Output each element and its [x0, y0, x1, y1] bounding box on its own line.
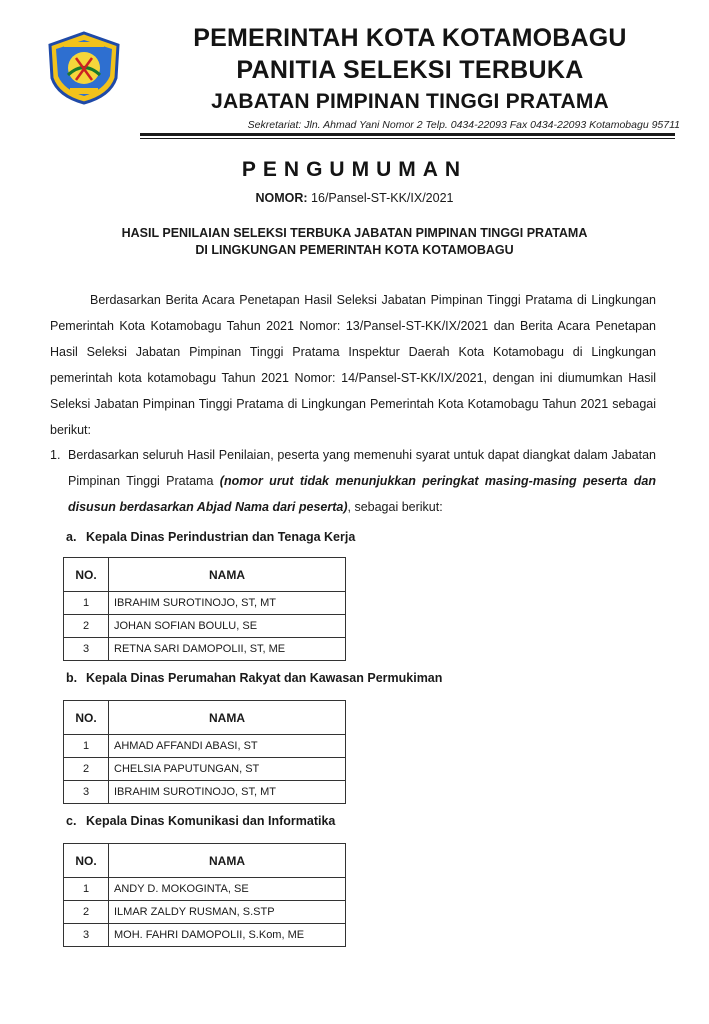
section-title-b: [66, 671, 442, 685]
letterhead-line-1: PEMERINTAH KOTA KOTAMOBAGU: [193, 24, 627, 52]
table-row: [64, 878, 346, 901]
table-row: [64, 592, 346, 615]
column-header-name: NAMA: [109, 844, 346, 878]
row-name: RETNA SARI DAMOPOLII, ST, ME: [109, 638, 346, 661]
section-title-a: [66, 530, 355, 544]
section-letter: a.: [66, 530, 77, 544]
row-name: JOHAN SOFIAN BOULU, SE: [109, 615, 346, 638]
intro-text: Berdasarkan Berita Acara Penetapan Hasil Seleksi Jabatan Pimpinan Tinggi Pratama di Lingkungan Pemerintah Kota Kotamobagu Tahun 2021 Nomor: 13/Pansel-ST-KK/IX/2021 dan Berita Acara Penetapan Hasil Seleksi Jabatan Pimpinan Tinggi Pratama Inspektur Daerah Kota Kotamobagu di Lingkungan pemerintah kota kotamobagu Tahun 2021 Nomor: 14/Pansel-ST-KK/IX/2021, dengan ini diumumkan Hasil Seleksi Jabatan Pimpinan Tinggi Pratama di Lingkungan Pemerintah Kota Kotamobagu Tahun 2021 sebagai berikut:: [50, 293, 656, 437]
kotamobagu-emblem-icon: [46, 30, 122, 106]
table-row: [64, 615, 346, 638]
nomor-value: 16/Pansel-ST-KK/IX/2021: [307, 191, 454, 205]
row-number: 1: [64, 735, 109, 758]
row-number: 3: [64, 638, 109, 661]
row-number: 2: [64, 901, 109, 924]
candidate-table-b: [63, 700, 346, 804]
item-text-b: , sebagai berikut:: [347, 500, 443, 514]
letterhead-rule-thin: [140, 138, 675, 139]
item-text-a: Berdasarkan seluruh Hasil Penilaian, peserta yang memenuhi syarat untuk dapat diangkat dalam Jabatan Pimpinan Tinggi Pratama: [68, 448, 656, 488]
subject-line-1: HASIL PENILAIAN SELEKSI TERBUKA JABATAN PIMPINAN TINGGI PRATAMA: [121, 226, 588, 240]
section-title-text: Kepala Dinas Komunikasi dan Informatika: [86, 814, 336, 828]
row-number: 2: [64, 758, 109, 781]
column-header-name: NAMA: [109, 701, 346, 735]
letterhead-line-3: JABATAN PIMPINAN TINGGI PRATAMA: [211, 90, 609, 113]
letterhead-line-2: PANITIA SELEKSI TERBUKA: [236, 56, 584, 84]
table-header: [64, 844, 346, 878]
row-number: 3: [64, 781, 109, 804]
row-name: ANDY D. MOKOGINTA, SE: [109, 878, 346, 901]
nomor-label: NOMOR:: [255, 191, 308, 205]
column-header-no: NO.: [64, 844, 109, 878]
row-name: ILMAR ZALDY RUSMAN, S.STP: [109, 901, 346, 924]
row-name: IBRAHIM SUROTINOJO, ST, MT: [109, 781, 346, 804]
table-row: [64, 638, 346, 661]
row-number: 1: [64, 878, 109, 901]
candidate-table-a: [63, 557, 346, 661]
announcement-number: [0, 191, 709, 205]
table-row: [64, 924, 346, 947]
table-header: [64, 701, 346, 735]
column-header-no: NO.: [64, 558, 109, 592]
section-letter: b.: [66, 671, 78, 685]
table-row: [64, 735, 346, 758]
section-title-c: [66, 814, 335, 828]
row-name: MOH. FAHRI DAMOPOLII, S.Kom, ME: [109, 924, 346, 947]
row-name: AHMAD AFFANDI ABASI, ST: [109, 735, 346, 758]
row-name: CHELSIA PAPUTUNGAN, ST: [109, 758, 346, 781]
table-row: [64, 758, 346, 781]
row-number: 3: [64, 924, 109, 947]
intro-paragraph: [50, 287, 656, 443]
section-title-text: Kepala Dinas Perindustrian dan Tenaga Kerja: [86, 530, 356, 544]
table-header: [64, 558, 346, 592]
row-number: 2: [64, 615, 109, 638]
letterhead-rule-thick: [140, 133, 675, 136]
item-emphasis: (nomor urut tidak menunjukkan peringkat masing-masing peserta dan disusun berdasarkan Abjad Nama dari peserta): [68, 474, 656, 514]
candidate-table-c: [63, 843, 346, 947]
list-item-1: [50, 442, 656, 520]
announcement-title: PENGUMUMAN: [241, 158, 468, 181]
row-number: 1: [64, 592, 109, 615]
table-row: [64, 781, 346, 804]
section-letter: c.: [66, 814, 77, 828]
table-row: [64, 901, 346, 924]
subject-line-2: DI LINGKUNGAN PEMERINTAH KOTA KOTAMOBAGU: [195, 243, 514, 257]
column-header-name: NAMA: [109, 558, 346, 592]
section-title-text: Kepala Dinas Perumahan Rakyat dan Kawasan Permukiman: [86, 671, 443, 685]
row-name: IBRAHIM SUROTINOJO, ST, MT: [109, 592, 346, 615]
secretariat-address: Sekretariat: Jln. Ahmad Yani Nomor 2 Telp. 0434-22093 Fax 0434-22093 Kotamobagu 95711: [247, 119, 680, 131]
item-number: 1.: [50, 448, 61, 462]
column-header-no: NO.: [64, 701, 109, 735]
